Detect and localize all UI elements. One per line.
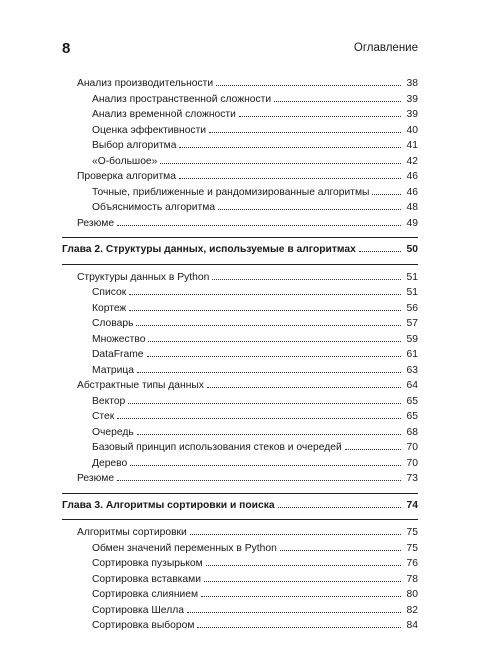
toc-dot-leader	[179, 146, 401, 148]
toc-entry-title: Вектор	[92, 395, 126, 407]
table-of-contents	[62, 76, 418, 634]
toc-entry-page: 64	[406, 380, 418, 391]
toc-entry-title: Сортировка слиянием	[92, 589, 199, 600]
toc-entry[interactable]	[62, 76, 418, 92]
toc-entry-page: 70	[406, 442, 418, 453]
toc-dot-leader	[212, 278, 401, 280]
toc-entry-page: 84	[406, 620, 418, 631]
page-number: 8	[62, 40, 71, 57]
toc-dot-leader	[359, 250, 401, 252]
toc-entry-page: 51	[406, 271, 418, 283]
toc-entry-title: Дерево	[92, 457, 128, 469]
toc-entry-title: Сортировка выбором	[92, 620, 195, 631]
toc-dot-leader	[204, 580, 401, 582]
toc-entry-title: Стек	[92, 411, 115, 422]
toc-entry-page: 78	[406, 573, 418, 585]
toc-entry-title: Кортеж	[92, 302, 127, 314]
toc-entry[interactable]	[62, 301, 418, 317]
toc-dot-leader	[209, 131, 401, 133]
toc-entry-title: Матрица	[92, 364, 135, 376]
toc-entry-title: Оценка эффективности	[92, 124, 207, 136]
toc-entry-page: 48	[406, 202, 418, 213]
toc-entry-title: Анализ производительности	[77, 78, 214, 89]
toc-entry-title: Анализ временной сложности	[92, 109, 236, 120]
toc-dot-leader	[207, 386, 401, 388]
toc-dot-leader	[147, 355, 402, 357]
toc-entry-page: 50	[406, 244, 418, 255]
toc-entry-page: 51	[406, 287, 418, 298]
toc-entry-page: 68	[406, 426, 418, 438]
toc-dot-leader	[136, 324, 401, 326]
running-title: Оглавление	[353, 42, 418, 54]
toc-entry-title: Алгоритмы сортировки	[77, 527, 187, 538]
page-header	[62, 40, 418, 62]
toc-entry[interactable]	[62, 316, 418, 332]
toc-dot-leader	[187, 611, 401, 613]
toc-entry[interactable]	[62, 471, 418, 487]
toc-entry-page: 57	[406, 318, 418, 329]
toc-entry-title: Обмен значений переменных в Python	[92, 542, 277, 554]
toc-entry[interactable]	[62, 456, 418, 472]
toc-dot-leader	[345, 448, 401, 450]
toc-entry-title: Глава 3. Алгоритмы сортировки и поиска	[62, 499, 275, 511]
toc-entry[interactable]	[62, 270, 418, 286]
toc-dot-leader	[280, 549, 401, 551]
toc-entry[interactable]	[62, 216, 418, 232]
toc-dot-leader	[130, 464, 401, 466]
toc-entry[interactable]	[62, 138, 418, 154]
toc-entry[interactable]	[62, 603, 418, 619]
toc-dot-leader	[239, 115, 401, 117]
toc-chapter-entry[interactable]	[62, 498, 418, 514]
toc-entry-title: Объяснимость алгоритма	[92, 202, 216, 213]
toc-chapter-entry[interactable]	[62, 242, 418, 258]
toc-entry-page: 46	[406, 171, 418, 182]
toc-entry-page: 42	[406, 155, 418, 167]
toc-dot-leader	[160, 162, 401, 164]
toc-entry-page: 82	[406, 604, 418, 616]
toc-entry[interactable]	[62, 618, 418, 634]
toc-entry[interactable]	[62, 425, 418, 441]
toc-entry-page: 73	[406, 473, 418, 484]
toc-entry[interactable]	[62, 572, 418, 588]
toc-entry-page: 49	[406, 217, 418, 229]
toc-entry-title: «О-большое»	[92, 155, 158, 167]
toc-entry-title: Резюме	[77, 473, 115, 484]
toc-entry[interactable]	[62, 409, 418, 425]
toc-entry-title: Словарь	[92, 318, 134, 329]
toc-entry-page: 80	[406, 589, 418, 600]
toc-dot-leader	[372, 193, 401, 195]
toc-entry-title: Очередь	[92, 426, 134, 438]
toc-entry-page: 40	[406, 124, 418, 136]
toc-entry[interactable]	[62, 169, 418, 185]
toc-dot-leader	[197, 626, 401, 628]
toc-entry[interactable]	[62, 200, 418, 216]
toc-entry[interactable]	[62, 556, 418, 572]
toc-dot-leader	[190, 533, 401, 535]
toc-entry[interactable]	[62, 541, 418, 557]
toc-entry[interactable]	[62, 107, 418, 123]
toc-entry[interactable]	[62, 347, 418, 363]
toc-entry-title: Проверка алгоритма	[77, 171, 176, 182]
toc-entry-page: 39	[406, 93, 418, 105]
toc-dot-leader	[117, 479, 401, 481]
toc-entry[interactable]	[62, 154, 418, 170]
toc-entry-page: 38	[406, 78, 418, 89]
toc-dot-leader	[201, 595, 401, 597]
toc-entry[interactable]	[62, 92, 418, 108]
toc-entry-page: 61	[406, 349, 418, 360]
toc-entry-page: 70	[406, 457, 418, 469]
toc-entry-page: 56	[406, 302, 418, 314]
toc-entry-title: Сортировка Шелла	[92, 604, 184, 616]
toc-entry-title: Множество	[92, 333, 146, 345]
toc-entry[interactable]	[62, 525, 418, 541]
toc-dot-leader	[137, 433, 401, 435]
toc-entry-page: 41	[406, 140, 418, 151]
toc-entry-page: 76	[406, 558, 418, 569]
toc-entry-page: 65	[406, 411, 418, 422]
toc-entry[interactable]	[62, 363, 418, 379]
toc-entry[interactable]	[62, 378, 418, 394]
toc-entry-title: Глава 2. Структуры данных, используемые в алгоритмах	[62, 244, 356, 255]
toc-entry-page: 75	[406, 542, 418, 554]
toc-entry-page: 46	[406, 186, 418, 198]
toc-entry-title: Резюме	[77, 217, 115, 229]
toc-entry-title: Абстрактные типы данных	[77, 380, 204, 391]
chapter-divider	[62, 237, 418, 238]
toc-dot-leader	[129, 309, 401, 311]
toc-entry-title: Анализ пространственной сложности	[92, 93, 272, 105]
toc-dot-leader	[179, 177, 401, 179]
chapter-divider	[62, 519, 418, 520]
chapter-divider	[62, 264, 418, 265]
toc-entry-page: 75	[406, 527, 418, 538]
toc-entry[interactable]	[62, 587, 418, 603]
toc-entry-page: 39	[406, 109, 418, 120]
toc-entry[interactable]	[62, 123, 418, 139]
toc-entry-title: Базовый принцип использования стеков и очередей	[92, 442, 342, 453]
toc-entry[interactable]	[62, 185, 418, 201]
toc-dot-leader	[216, 84, 401, 86]
toc-dot-leader	[117, 224, 401, 226]
toc-entry-title: Структуры данных в Python	[77, 271, 210, 283]
toc-dot-leader	[278, 506, 401, 508]
toc-entry-title: Сортировка вставками	[92, 573, 201, 585]
toc-entry-title: Список	[92, 287, 127, 298]
toc-entry-page: 74	[406, 499, 418, 511]
toc-dot-leader	[206, 564, 401, 566]
toc-entry[interactable]	[62, 285, 418, 301]
toc-entry-title: DataFrame	[92, 349, 144, 360]
toc-entry-page: 59	[406, 333, 418, 345]
toc-dot-leader	[218, 208, 401, 210]
toc-entry[interactable]	[62, 332, 418, 348]
toc-entry-page: 65	[406, 395, 418, 407]
chapter-divider	[62, 493, 418, 494]
toc-dot-leader	[274, 100, 401, 102]
toc-dot-leader	[137, 371, 401, 373]
toc-entry-title: Точные, приближенные и рандомизированные алгоритмы	[92, 186, 370, 198]
toc-entry[interactable]	[62, 440, 418, 456]
toc-entry-page: 63	[406, 364, 418, 376]
toc-dot-leader	[117, 417, 401, 419]
toc-entry-title: Сортировка пузырьком	[92, 558, 203, 569]
toc-dot-leader	[128, 402, 401, 404]
toc-dot-leader	[129, 293, 401, 295]
toc-dot-leader	[148, 340, 401, 342]
toc-entry-title: Выбор алгоритма	[92, 140, 177, 151]
toc-entry[interactable]	[62, 394, 418, 410]
